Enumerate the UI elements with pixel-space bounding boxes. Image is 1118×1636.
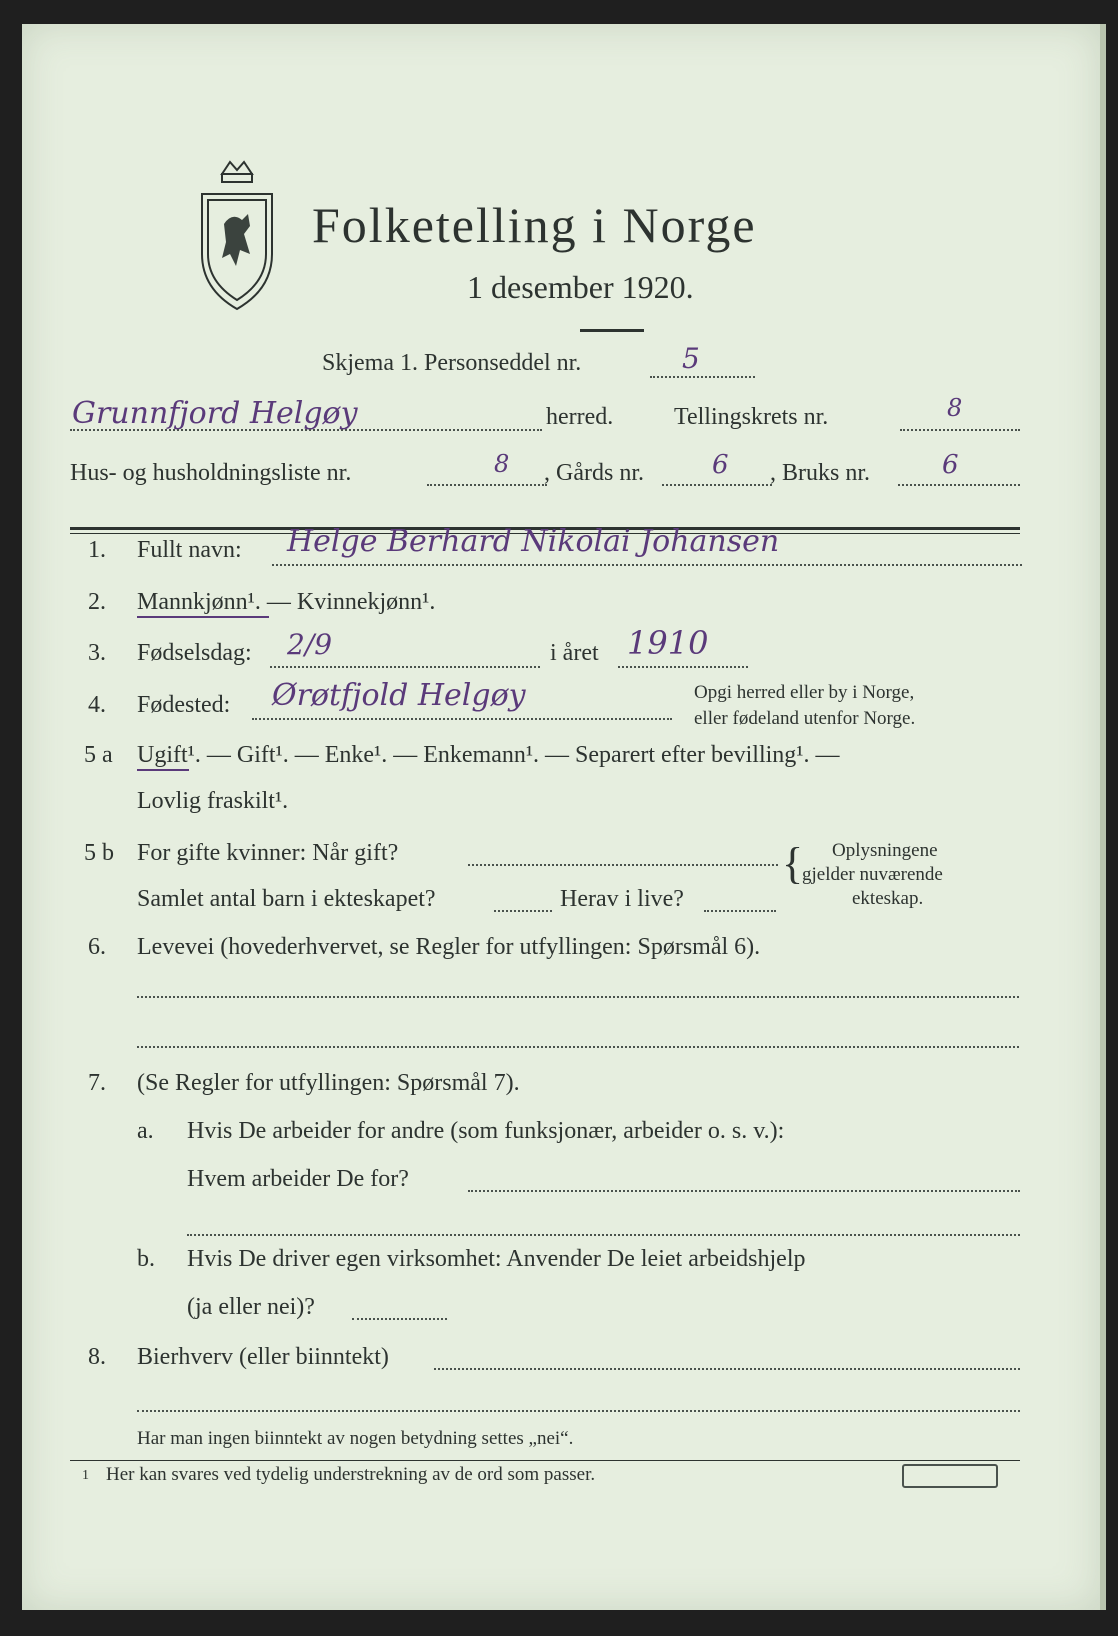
year-line [618, 666, 748, 668]
children-count-line[interactable] [494, 910, 552, 912]
note-text: Har man ingen biinntekt av nogen betydning settes „nei“. [137, 1428, 574, 1449]
birth-year-field[interactable]: 1910 [627, 624, 709, 662]
q4-line [252, 718, 672, 720]
married-when-line[interactable] [468, 864, 778, 866]
schema-line [650, 376, 755, 378]
bruks-label: , Bruks nr. [770, 460, 871, 486]
q4-note-2: eller fødeland utenfor Norge. [694, 708, 916, 729]
q3-number: 3. [88, 640, 106, 666]
q7a-number: a. [137, 1118, 154, 1144]
bruks-field[interactable]: 6 [942, 450, 959, 480]
q5b-note-1: Oplysningene [832, 840, 938, 861]
q5b-number: 5 b [84, 840, 114, 866]
footnote-number: 1 [82, 1468, 89, 1483]
marital-status-options-2[interactable]: Lovlig fraskilt¹. [137, 788, 289, 814]
gards-line [662, 484, 772, 486]
q7b-label: Hvis De driver egen virksomhet: Anvender De leiet arbeidshjelp [187, 1246, 806, 1272]
hus-field[interactable]: 8 [494, 450, 510, 478]
year-label: i året [550, 640, 599, 666]
gender-options[interactable]: Mannkjønn¹. — Kvinnekjønn¹. [137, 589, 436, 615]
marital-underline [137, 769, 189, 771]
marital-status-options[interactable]: Ugift¹. — Gift¹. — Enke¹. — Enkemann¹. — Separert efter bevilling¹. — [137, 742, 840, 768]
divider [580, 329, 644, 332]
footnote-text: Her kan svares ved tydelig understrekning av de ord som passer. [106, 1464, 596, 1485]
side-income-line-2[interactable] [137, 1410, 1020, 1412]
q7a-label: Hvis De arbeider for andre (som funksjonær, arbeider o. s. v.): [187, 1118, 785, 1144]
q7b-number: b. [137, 1246, 155, 1272]
bruks-line [898, 484, 1020, 486]
birthplace-field[interactable]: Ørøtfjold Helgøy [272, 678, 526, 713]
hus-label: Hus- og husholdningsliste nr. [70, 460, 352, 486]
krets-field[interactable]: 8 [947, 394, 963, 422]
gards-label: , Gårds nr. [544, 460, 644, 486]
schema-number-field[interactable]: 5 [682, 342, 700, 375]
q5b-label: For gifte kvinner: Når gift? [137, 840, 399, 866]
full-name-field[interactable]: Helge Berhard Nikolai Johansen [287, 524, 780, 559]
hired-help-line[interactable] [352, 1318, 447, 1320]
herred-line [70, 429, 542, 431]
hus-line [427, 484, 547, 486]
occupation-line-2[interactable] [137, 1046, 1019, 1048]
footnote-rule [70, 1460, 1020, 1461]
herred-label: herred. [546, 404, 614, 430]
side-income-line[interactable] [434, 1368, 1020, 1370]
q3-label: Fødselsdag: [137, 640, 252, 666]
brace: { [782, 839, 804, 888]
occupation-line-1[interactable] [137, 996, 1019, 998]
q1-line [272, 564, 1022, 566]
q4-note-1: Opgi herred eller by i Norge, [694, 682, 915, 703]
q6-label: Levevei (hovederhvervet, se Regler for utfyllingen: Spørsmål 6). [137, 934, 761, 960]
krets-line [900, 429, 1020, 431]
q5b-note-2: gjelder nuværende [802, 864, 943, 885]
children-alive-line[interactable] [704, 910, 776, 912]
q5b-note-3: ekteskap. [852, 888, 924, 909]
gender-underline [137, 616, 269, 618]
q4-label: Fødested: [137, 692, 231, 718]
q8-label: Bierhverv (eller biinntekt) [137, 1344, 389, 1370]
q1-number: 1. [88, 537, 106, 563]
coat-of-arms-icon [192, 154, 282, 314]
q2-number: 2. [88, 589, 106, 615]
printer-stamp [902, 1464, 998, 1488]
q5b-children-label: Samlet antal barn i ekteskapet? [137, 886, 436, 912]
q6-number: 6. [88, 934, 106, 960]
herred-field[interactable]: Grunnfjord Helgøy [72, 396, 358, 431]
q7b-answer-label: (ja eller nei)? [187, 1294, 315, 1320]
census-form-page [22, 24, 1106, 1610]
q5b-alive-label: Herav i live? [560, 886, 684, 912]
q8-number: 8. [88, 1344, 106, 1370]
q7-label: (Se Regler for utfyllingen: Spørsmål 7). [137, 1070, 520, 1096]
form-date: 1 desember 1920. [467, 269, 694, 305]
schema-label: Skjema 1. Personseddel nr. [322, 350, 582, 376]
q4-number: 4. [88, 692, 106, 718]
gards-field[interactable]: 6 [712, 450, 729, 480]
birthday-field[interactable]: 2/9 [287, 628, 333, 661]
q3-line [270, 666, 540, 668]
employer-line[interactable] [468, 1190, 1020, 1192]
q5a-number: 5 a [84, 742, 113, 768]
employer-line-2[interactable] [187, 1234, 1020, 1236]
krets-label: Tellingskrets nr. [674, 404, 829, 430]
q7-number: 7. [88, 1070, 106, 1096]
q1-label: Fullt navn: [137, 537, 242, 563]
form-title: Folketelling i Norge [312, 197, 757, 253]
q7a-employer-label: Hvem arbeider De for? [187, 1166, 409, 1192]
